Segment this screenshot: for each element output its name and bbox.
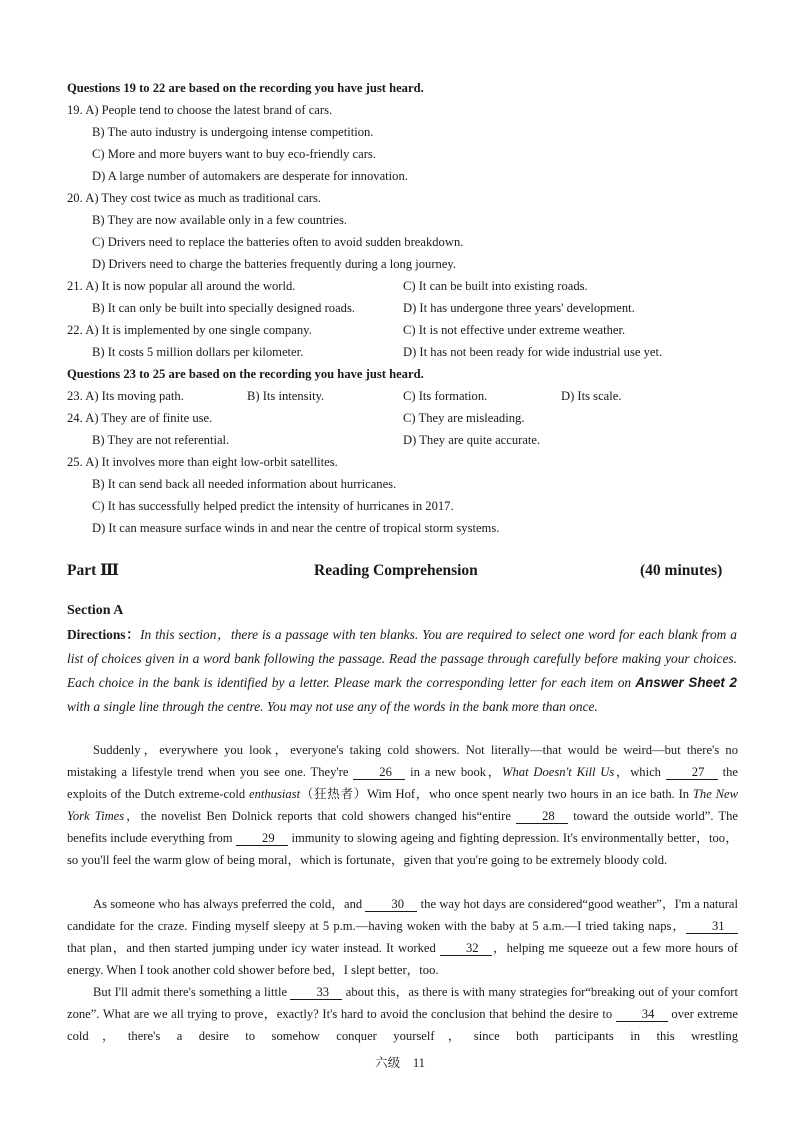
- enthusiast-word: enthusiast: [249, 787, 301, 801]
- q22-option-c: C) It is not effective under extreme weather.: [403, 323, 626, 337]
- q25-number: 25.: [67, 455, 83, 469]
- q23-option-a: 23. A) Its moving path.: [67, 389, 184, 403]
- q23-option-b: B) Its intensity.: [247, 389, 325, 403]
- q25-option-a: 25. A) It involves more than eight low-orbit satellites.: [67, 455, 338, 469]
- q20-number: 20.: [67, 191, 83, 205]
- directions-block: [67, 623, 737, 719]
- newspaper-title: The New York Times: [67, 787, 738, 823]
- q21-option-d: D) It has undergone three years' development.: [403, 301, 635, 315]
- passage-paragraph-1: Suddenly，everywhere you look，everyone's taking cold showers. Not literally—that would be weird—but there's no mistaking a lifestyle trend when you see one. They're 26 in a new book，What Doesn't Kill Us，which 27 the exploits of the Dutch extreme-cold enthusiast（狂热者）Wim Hof，who once spent nearly two hours in an ice bath. In The New York Times，the novelist Ben Dolnick reports that cold showers changed his“entire 28 toward the outside world”. The benefits include everything from 29 immunity to slowing ageing and fighting depression. It's environmentally better，too，so you'll feel the warm glow of being moral，which is fortunate，given that you're going to be extremely bloody cold.: [67, 743, 738, 867]
- blank-31: 31: [686, 920, 738, 934]
- section-heading-19-22: Questions 19 to 22 are based on the recording you have just heard.: [67, 81, 424, 95]
- blank-28: 28: [516, 810, 568, 824]
- blank-29: 29: [236, 832, 288, 846]
- page-footer: [0, 1052, 800, 1071]
- blank-34: 34: [616, 1008, 668, 1022]
- q19-option-b: B) The auto industry is undergoing intense competition.: [92, 125, 374, 139]
- directions-label: Directions：: [67, 627, 141, 642]
- q19-option-a: 19. A) People tend to choose the latest brand of cars.: [67, 103, 333, 117]
- q21-option-b: B) It can only be built into specially designed roads.: [92, 301, 356, 315]
- q22-option-b: B) It costs 5 million dollars per kilometer.: [92, 345, 304, 359]
- q21-number: 21.: [67, 279, 83, 293]
- q20-option-a: 20. A) They cost twice as much as traditional cars.: [67, 191, 322, 205]
- q24-option-a: 24. A) They are of finite use.: [67, 411, 213, 425]
- q23-option-c: C) Its formation.: [403, 389, 488, 403]
- blank-33: 33: [290, 986, 342, 1000]
- part-time: (40 minutes): [640, 562, 723, 579]
- q24-option-b: B) They are not referential.: [92, 433, 230, 447]
- q25-option-d: D) It can measure surface winds in and near the centre of tropical storm systems.: [92, 521, 500, 535]
- q19-option-c: C) More and more buyers want to buy eco-friendly cars.: [92, 147, 376, 161]
- blank-30: 30: [365, 898, 417, 912]
- directions-text-2: with a single line through the centre. You may not use any of the words in the bank more than once.: [67, 699, 598, 714]
- q23-number: 23.: [67, 389, 83, 403]
- q24-number: 24.: [67, 411, 83, 425]
- blank-27: 27: [666, 766, 718, 780]
- passage-paragraph-3: But I'll admit there's something a little 33 about this，as there is with many strategies for“breaking out of your comfort zone”. What are we all trying to prove，exactly? It's hard to avoid the conclusion that behind the desire to 34 over extreme cold，there's a desire to somehow conquer yourself，since both participants in this wrestling: [67, 985, 738, 1043]
- blank-26: 26: [353, 766, 405, 780]
- section-heading-23-25: Questions 23 to 25 are based on the recording you have just heard.: [67, 367, 424, 381]
- q21-option-c: C) It can be built into existing roads.: [403, 279, 588, 293]
- answer-sheet-label: Answer Sheet 2: [635, 675, 737, 690]
- passage-paragraph-2: As someone who has always preferred the cold，and 30 the way hot days are considered“good weather”，I'm a natural candidate for the craze. Finding myself sleepy at 5 p.m.—having woken with the baby at 5 a.m.—I tried taking naps， 31 that plan，and then started jumping under icy water instead. It worked 32 ，helping me squeeze out a few more hours of energy. When I took another cold shower before bed，I slept better，too.: [67, 897, 738, 977]
- q20-option-c: C) Drivers need to replace the batteries often to avoid sudden breakdown.: [92, 235, 464, 249]
- q24-option-c: C) They are misleading.: [403, 411, 525, 425]
- q20-option-d: D) Drivers need to charge the batteries frequently during a long journey.: [92, 257, 457, 271]
- q22-option-d: D) It has not been ready for wide industrial use yet.: [403, 345, 663, 359]
- q20-option-b: B) They are now available only in a few countries.: [92, 213, 348, 227]
- page-number: 11: [412, 1056, 425, 1070]
- book-title: What Doesn't Kill Us: [502, 765, 615, 779]
- exam-level-label: 六级: [375, 1056, 401, 1070]
- q22-number: 22.: [67, 323, 83, 337]
- q19-option-d: D) A large number of automakers are desperate for innovation.: [92, 169, 408, 183]
- q22-option-a: 22. A) It is implemented by one single company.: [67, 323, 312, 337]
- q19-number: 19.: [67, 103, 83, 117]
- q24-option-d: D) They are quite accurate.: [403, 433, 541, 447]
- q25-option-b: B) It can send back all needed information about hurricanes.: [92, 477, 397, 491]
- q25-option-c: C) It has successfully helped predict the intensity of hurricanes in 2017.: [92, 499, 454, 513]
- blank-32: 32: [440, 942, 492, 956]
- part-label: Part Ⅲ: [67, 562, 120, 579]
- part-title: Reading Comprehension: [314, 562, 478, 579]
- directions-text-1: In this section，there is a passage with ten blanks. You are required to select one word for each blank from a list of choices given in a word bank following the passage. Read the passage through carefully before making your choices. Each choice in the bank is identified by a letter. Please mark the corresponding letter for each item on: [67, 627, 737, 690]
- q21-option-a: 21. A) It is now popular all around the world.: [67, 279, 296, 293]
- q23-option-d: D) Its scale.: [561, 389, 622, 403]
- section-a-heading: Section A: [67, 603, 124, 618]
